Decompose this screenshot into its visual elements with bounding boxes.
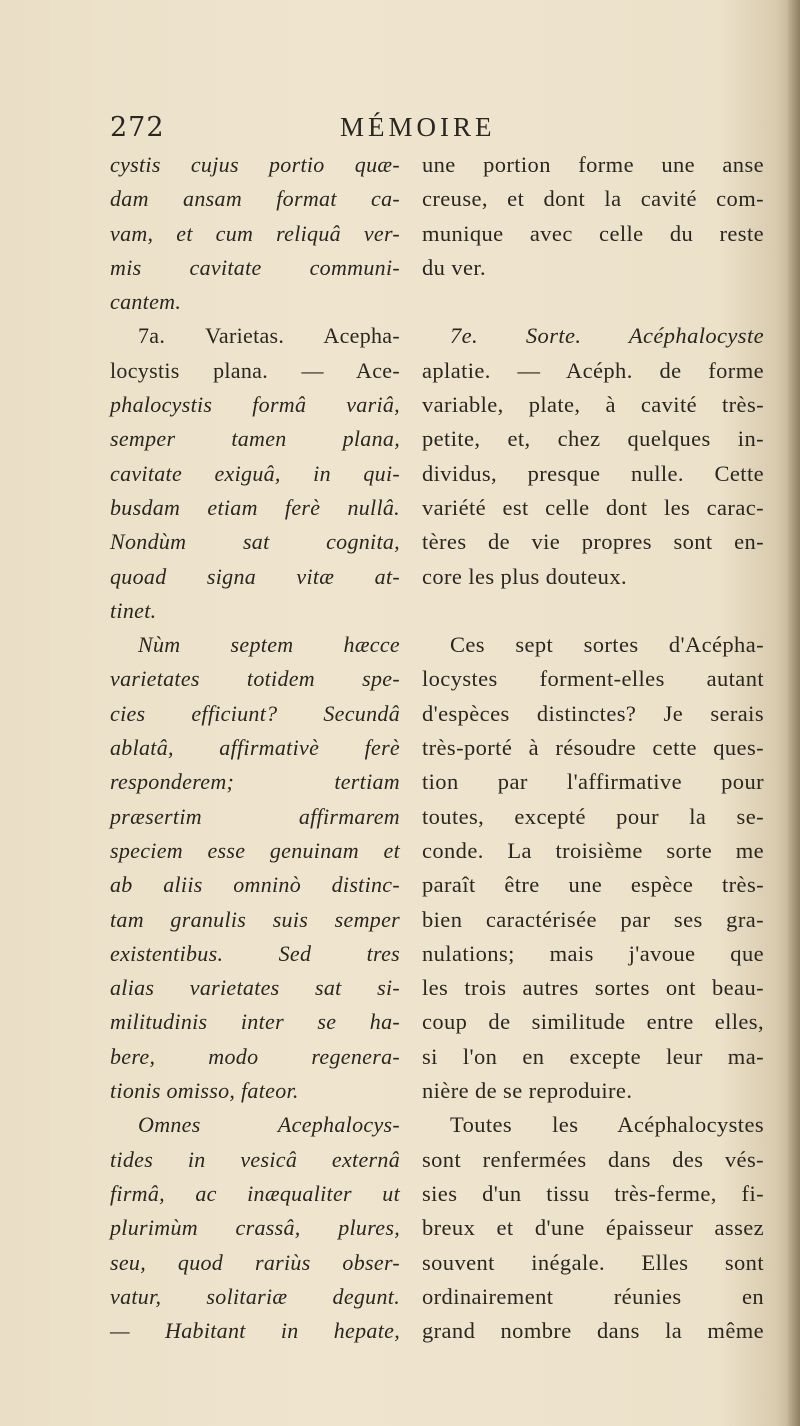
french-line: d'espèces distinctes? Je serais <box>422 700 764 726</box>
paragraph-gap <box>422 285 764 319</box>
french-line: Ces sept sortes d'Acépha- <box>450 632 764 658</box>
latin-line: busdam etiam ferè nullâ. <box>110 494 400 520</box>
french-line: sies d'un tissu très-ferme, fi- <box>422 1180 764 1206</box>
latin-line: cantem. <box>110 289 182 315</box>
latin-line: existentibus. Sed tres <box>110 940 400 966</box>
french-line: bien caractérisée par ses gra- <box>422 906 764 932</box>
french-line: coup de similitude entre elles, <box>422 1009 764 1035</box>
latin-line: præsertim affirmarem <box>110 803 400 829</box>
latin-line: tinet. <box>110 597 157 623</box>
latin-line: mis cavitate communi- <box>110 254 400 280</box>
latin-line: Nùm septem hæcce <box>138 632 400 658</box>
latin-line: Omnes Acephalocys- <box>138 1112 400 1138</box>
french-line: sont renfermées dans des vés- <box>422 1146 764 1172</box>
french-line: aplatie. — Acéph. de forme <box>422 357 764 383</box>
french-line: petite, et, chez quelques in- <box>422 426 764 452</box>
french-line: une portion forme une anse <box>422 152 764 177</box>
latin-line: responderem; tertiam <box>110 769 400 795</box>
latin-line: plurimùm crassâ, plures, <box>110 1215 400 1241</box>
french-line: core les plus douteux. <box>422 563 628 589</box>
french-line: variété est celle dont les carac- <box>422 494 764 520</box>
french-column <box>422 148 764 1348</box>
latin-line: Nondùm sat cognita, <box>110 529 400 555</box>
latin-line: cavitate exiguâ, in qui- <box>110 460 400 486</box>
latin-line: militudinis inter se ha- <box>110 1009 400 1035</box>
french-line: Toutes les Acéphalocystes <box>450 1112 764 1138</box>
latin-column <box>110 148 400 1348</box>
french-line: ordinairement réunies en <box>422 1283 764 1309</box>
latin-line: tionis omisso, fateor. <box>110 1078 299 1104</box>
french-line: paraît être une espèce très- <box>422 872 764 898</box>
latin-line: bere, modo regenera- <box>110 1043 400 1069</box>
french-line: très-porté à résoudre cette ques- <box>422 735 764 761</box>
latin-line: tides in vesicâ externâ <box>110 1146 400 1172</box>
page-number: 272 <box>110 112 165 143</box>
latin-line: tam granulis suis semper <box>110 906 400 932</box>
paragraph-gap <box>422 594 764 628</box>
page-header <box>110 112 770 152</box>
french-line: tion par l'affirmative pour <box>422 769 764 795</box>
latin-line: phalocystis formâ variâ, <box>110 392 400 418</box>
french-line: tères de vie propres sont en- <box>422 529 764 555</box>
latin-line: locystis plana. — Ace- <box>110 357 400 383</box>
page-edge-shadow <box>786 0 800 1426</box>
french-line: breux et d'une épaisseur assez <box>422 1215 764 1241</box>
french-line: dividus, presque nulle. Cette <box>422 460 764 486</box>
latin-line: varietates totidem spe- <box>110 666 400 692</box>
latin-line: seu, quod rariùs obser- <box>110 1249 400 1275</box>
latin-line: cies efficiunt? Secundâ <box>110 700 400 726</box>
latin-line: ablatâ, affirmativè ferè <box>110 735 400 761</box>
french-line: du ver. <box>422 254 487 280</box>
latin-line: 7a. Varietas. Acepha- <box>138 323 400 349</box>
french-line: grand nombre dans la même <box>422 1318 764 1344</box>
french-line: toutes, excepté pour la se- <box>422 803 764 829</box>
latin-line: cystis cujus portio quæ- <box>110 152 400 177</box>
french-line: conde. La troisième sorte me <box>422 837 764 863</box>
french-line: munique avec celle du reste <box>422 220 764 246</box>
latin-line: vam, et cum reliquâ ver- <box>110 220 400 246</box>
latin-line: dam ansam format ca- <box>110 186 400 212</box>
latin-line: speciem esse genuinam et <box>110 837 400 863</box>
latin-line: firmâ, ac inæqualiter ut <box>110 1180 400 1206</box>
french-line: nulations; mais j'avoue que <box>422 940 764 966</box>
running-title: MÉMOIRE <box>340 112 496 142</box>
french-line: creuse, et dont la cavité com- <box>422 186 764 212</box>
french-line: nière de se reproduire. <box>422 1078 633 1104</box>
french-line: variable, plate, à cavité très- <box>422 392 764 418</box>
french-line: les trois autres sortes ont beau- <box>422 975 764 1001</box>
latin-line: — Habitant in hepate, <box>110 1318 400 1344</box>
french-line: locystes forment-elles autant <box>422 666 764 692</box>
french-line: 7e. Sorte. Acéphalocyste <box>450 323 764 349</box>
latin-line: quoad signa vitæ at- <box>110 563 400 589</box>
french-line: souvent inégale. Elles sont <box>422 1249 764 1275</box>
latin-line: vatur, solitariæ degunt. <box>110 1283 400 1309</box>
latin-line: alias varietates sat si- <box>110 975 400 1001</box>
latin-line: semper tamen plana, <box>110 426 400 452</box>
latin-line: ab aliis omninò distinc- <box>110 872 400 898</box>
french-line: si l'on en excepte leur ma- <box>422 1043 764 1069</box>
